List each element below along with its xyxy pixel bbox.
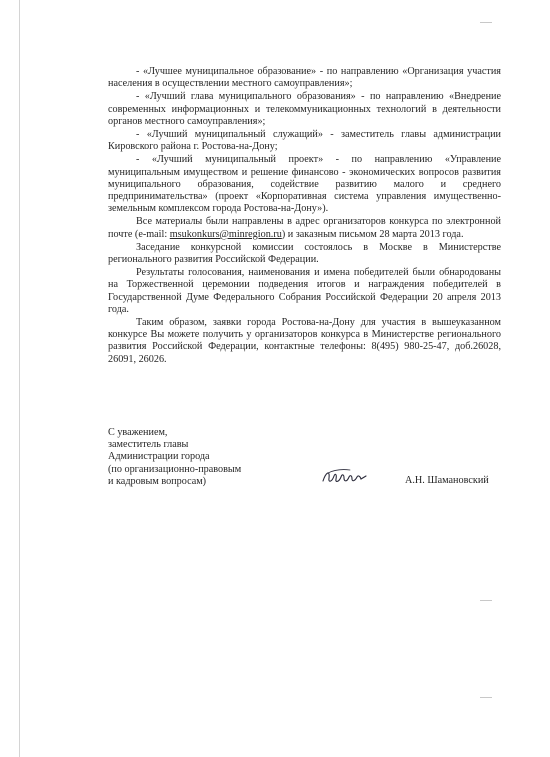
closing-block: [108, 427, 308, 488]
nomination-item: - «Лучший глава муниципального образования» - по направлению «Внедрение современных информационных и телекоммуникационных технологий в деятельности органов местного самоуправления»;: [108, 91, 501, 127]
nomination-item: - «Лучшее муниципальное образование» - по направлению «Организация участия населения в осуществлении местного самоуправления»;: [108, 66, 501, 90]
scan-mark: [480, 22, 492, 23]
scan-mark: [480, 600, 492, 601]
closing-line: Администрации города: [108, 451, 210, 463]
email-link[interactable]: msukonkurs@minregion.ru: [169, 228, 282, 240]
materials-paragraph: [108, 216, 501, 240]
signer-name: А.Н. Шамановский: [405, 475, 489, 486]
scan-edge-line: [19, 0, 20, 757]
closing-line: заместитель главы: [108, 439, 189, 451]
closing-line: (по организационно-правовым: [108, 463, 242, 475]
results-paragraph: Результаты голосования, наименования и имена победителей были обнародованы на Торжественной церемонии подведения итогов и награждения победителей в Государственной Думе Федерального Собрания Российской Федерации 20 апреля 2013 года.: [108, 267, 501, 315]
closing-line: и кадровым вопросам): [108, 475, 207, 487]
handwritten-signature: [320, 464, 368, 488]
scan-mark: [480, 697, 492, 698]
nomination-item: - «Лучший муниципальный проект» - по направлению «Управление муниципальным имуществом и решение финансово - экономических вопросов развития муниципального образования, содействие развитию малого и среднего предпринимательства» (проект «Корпоративная система управления имущественно-земельным комплексом города Ростова-на-Дону»).: [108, 154, 501, 215]
closing-line: С уважением,: [108, 427, 168, 438]
materials-text-before: Все материалы были направлены в адрес организаторов конкурса по электронной почте (e-mail:: [108, 216, 501, 240]
materials-text-after: ) и заказным письмом 28 марта 2013 года.: [281, 228, 464, 240]
meeting-paragraph: Заседание конкурсной комиссии состоялось в Москве в Министерстве регионального развития Российской Федерации.: [108, 241, 501, 266]
letter-body: [108, 66, 501, 367]
nomination-item: - «Лучший муниципальный служащий» - заместитель главы администрации Кировского района г. Ростова-на-Дону;: [108, 129, 501, 153]
conclusion-paragraph: Таким образом, заявки города Ростова-на-Дону для участия в вышеуказанном конкурсе Вы можете получить у организаторов конкурса в Министерстве регионального развития Российской Федерации, контактные телефоны: 8(495) 980-25-47, доб.26028, 26091, 26026.: [108, 317, 501, 365]
